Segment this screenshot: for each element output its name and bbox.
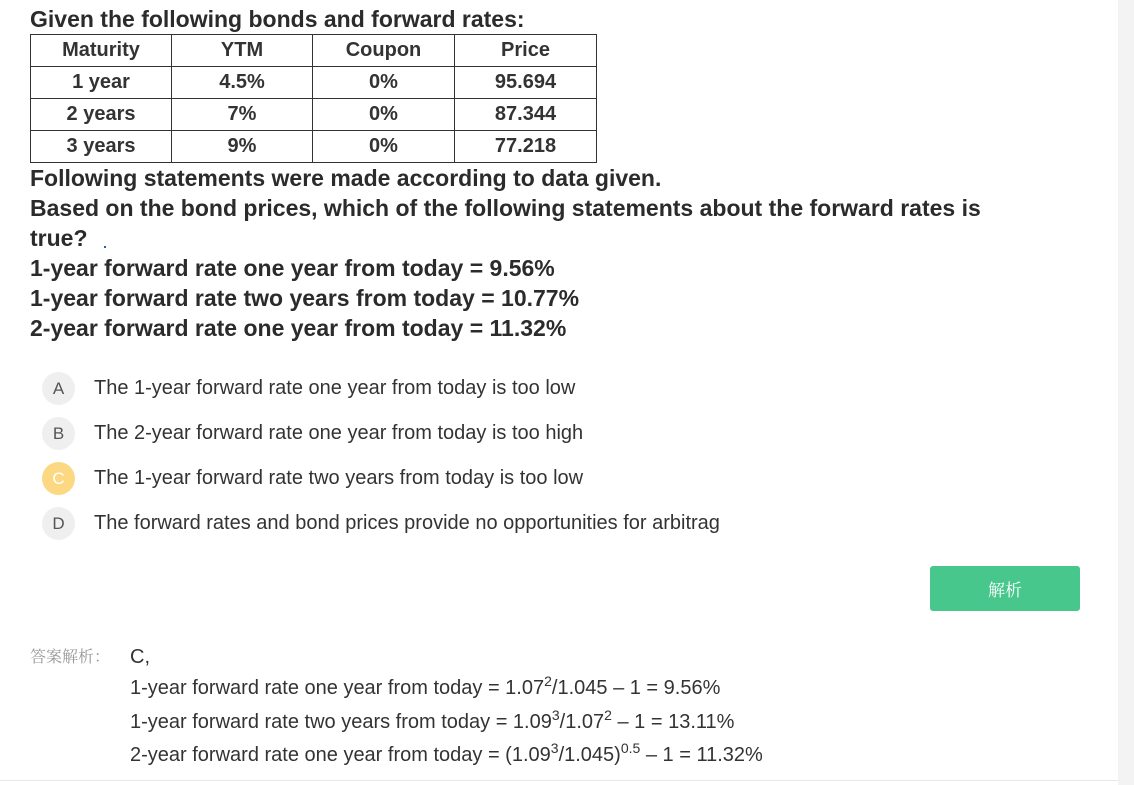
analysis-line-3 [130,739,763,773]
table-cell: 87.344 [455,99,597,131]
question-line-2: Based on the bond prices, which of the following statements about the forward rates is [30,195,981,221]
statement-2: 1-year forward rate two years from today = 10.77% [30,285,580,311]
table-cell: 9% [172,131,313,163]
statement-3: 2-year forward rate one year from today = 11.32% [30,315,567,341]
question-line-1: Following statements were made according to data given. [30,165,662,191]
option-d-badge[interactable]: D [42,507,75,540]
answer-options [42,366,942,546]
option-c[interactable] [42,456,942,501]
question-line-3 [30,223,1110,253]
option-b-text[interactable]: The 2-year forward rate one year from today is too high [94,422,584,444]
analysis-line-2-sup: 3 [551,706,560,723]
table-cell: 95.694 [455,67,597,99]
option-a-badge[interactable]: A [42,372,75,405]
table-row [31,99,597,131]
stray-dot [104,246,106,248]
option-c-text[interactable]: The 1-year forward rate two years from today is too low [94,467,584,489]
option-c-badge[interactable]: C [42,462,75,495]
analysis-line-3-sup: 3 [550,740,559,756]
table-cell: 0% [313,131,455,163]
option-a-text[interactable]: The 1-year forward rate one year from today is too low [94,377,576,399]
table-header-cell: Price [455,35,597,67]
table-row [31,67,597,99]
bond-table [30,34,597,163]
statement-1: 1-year forward rate one year from today = 9.56% [30,255,555,281]
analysis-line-3-mid: /1.045) [558,744,621,766]
table-cell: 1 year [31,67,172,99]
analysis-line-3-post: – 1 = 11.32% [640,744,763,766]
table-header-cell: YTM [172,35,313,67]
analysis-line-1-sup: 2 [544,673,552,689]
table-header-cell: Maturity [31,35,172,67]
analysis-line-2 [130,706,763,740]
option-b[interactable] [42,411,942,456]
analysis-line-2-sup2: 2 [604,706,612,723]
table-cell: 4.5% [172,67,313,99]
analysis-answer: C, [130,646,150,668]
table-cell: 2 years [31,99,172,131]
analysis-label: 答案解析： [30,647,111,666]
question-heading: Given the following bonds and forward rates: [30,6,525,32]
bottom-divider [0,780,1118,781]
table-cell: 0% [313,99,455,131]
question-line-3-text: true? [30,225,88,251]
question-stem [30,4,1110,343]
table-cell: 77.218 [455,131,597,163]
option-b-badge[interactable]: B [42,417,75,450]
analysis-line-1-pre: 1-year forward rate one year from today = 1.07 [130,677,545,699]
analysis-line-1 [130,672,763,706]
analysis-line-1-mid: /1.045 – 1 = 9.56% [551,677,721,699]
table-cell: 3 years [31,131,172,163]
scroll-gutter [1118,0,1134,785]
table-cell: 0% [313,67,455,99]
option-d[interactable] [42,501,942,546]
analysis-button[interactable]: 解析 [930,566,1080,611]
analysis-line-2-post: – 1 = 13.11% [611,710,735,733]
table-row [31,131,597,163]
option-a[interactable] [42,366,942,411]
analysis-line-3-sup2: 0.5 [620,740,641,756]
table-header-row [31,35,597,67]
analysis-line-3-pre: 2-year forward rate one year from today = (1.09 [130,744,551,766]
option-d-text[interactable]: The forward rates and bond prices provide no opportunities for arbitrag [94,512,720,534]
analysis-line-2-pre: 1-year forward rate two years from today = 1.09 [130,710,552,733]
table-header-cell: Coupon [313,35,455,67]
table-cell: 7% [172,99,313,131]
analysis-line-2-mid: /1.07 [559,710,605,733]
analysis-body [130,642,763,773]
